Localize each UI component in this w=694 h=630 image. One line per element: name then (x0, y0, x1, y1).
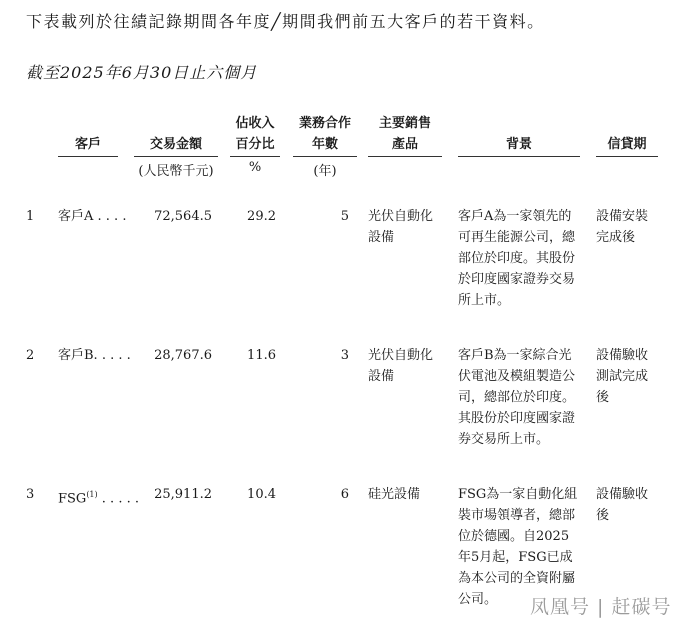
header-rule-pct (230, 156, 280, 157)
header-amount: 交易金額 (149, 137, 202, 152)
header-pct-line2: 百分比 (235, 137, 275, 152)
table-row-1-customer: 客戶A . . . . (58, 209, 127, 224)
header-pct-line1: 佔收入 (235, 116, 275, 131)
header-years-line1: 業務合作 (298, 116, 351, 131)
table-row-1-pct: 29.2 (247, 209, 276, 224)
table-row-3-background: FSG為一家自動化組裝市場領導者，總部位於德國。自2025年5月起，FSG已成為本公司的全資附屬公司。 (458, 487, 578, 607)
table-row-2-years: 3 (340, 348, 349, 363)
table-row-3-product: 硅光設備 (368, 487, 421, 502)
table-row-1-amount: 72,564.5 (154, 209, 212, 224)
watermark: 凤凰号 | 赶碳号 (530, 596, 672, 618)
header-customer: 客戶 (74, 137, 101, 152)
table-row-1-rank: 1 (26, 209, 35, 224)
table-row-3-credit: 設備驗收後 (596, 487, 649, 523)
header-product-line1: 主要銷售 (378, 116, 431, 131)
table-row-2-product: 光伏自動化設備 (368, 348, 434, 384)
table-row-3-amount: 25,911.2 (154, 487, 212, 502)
table-row-1-years: 5 (340, 209, 349, 224)
table-row-3-pct: 10.4 (247, 487, 276, 502)
table-row-2-background: 客戶B為一家綜合光伏電池及模組製造公司，總部位於印度。其股份於印度國家證券交易所上市。 (458, 348, 576, 447)
table-row-2-rank: 2 (26, 348, 35, 363)
header-years-line2: 年數 (311, 137, 338, 152)
header-rule-customer (58, 156, 118, 157)
table-row-2-amount: 28,767.6 (154, 348, 212, 363)
header-product-line2: 產品 (391, 137, 418, 152)
table-row-1-product: 光伏自動化設備 (368, 209, 434, 245)
table-row-3-rank: 3 (26, 487, 35, 502)
table-row-2-credit: 設備驗收測試完成後 (596, 348, 649, 405)
table-row-3-customer-name: FSG (58, 491, 87, 507)
header-years-unit: (年) (313, 164, 337, 179)
header-credit: 信貸期 (607, 137, 647, 152)
header-rule-credit (596, 156, 658, 157)
table-row-3-customer-dots: . . . . . (97, 491, 139, 507)
header-rule-years (293, 156, 357, 157)
header-rule-background (458, 156, 580, 157)
header-rule-product (368, 156, 442, 157)
header-rule-amount (134, 156, 218, 157)
table-row-1-background: 客戶A為一家領先的可再生能源公司，總部位於印度。其股份於印度國家證券交易所上市。 (458, 209, 576, 308)
footnote-marker: (1) (86, 490, 98, 499)
header-background: 背景 (505, 137, 532, 152)
table-row-3-years: 6 (340, 487, 349, 502)
table-row-3-customer (58, 484, 139, 509)
intro-text: 下表載列於往績記錄期間各年度╱期間我們前五大客戶的若干資料。 (26, 12, 545, 31)
table-row-2-customer: 客戶B. . . . . (58, 348, 131, 363)
table-row-2-pct: 11.6 (247, 348, 276, 363)
period-heading: 截至2025年6月30日止六個月 (26, 63, 258, 82)
header-amount-unit: (人民幣千元) (138, 164, 214, 179)
table-row-1-credit: 設備安裝完成後 (596, 209, 649, 245)
header-pct-unit: % (248, 160, 262, 175)
